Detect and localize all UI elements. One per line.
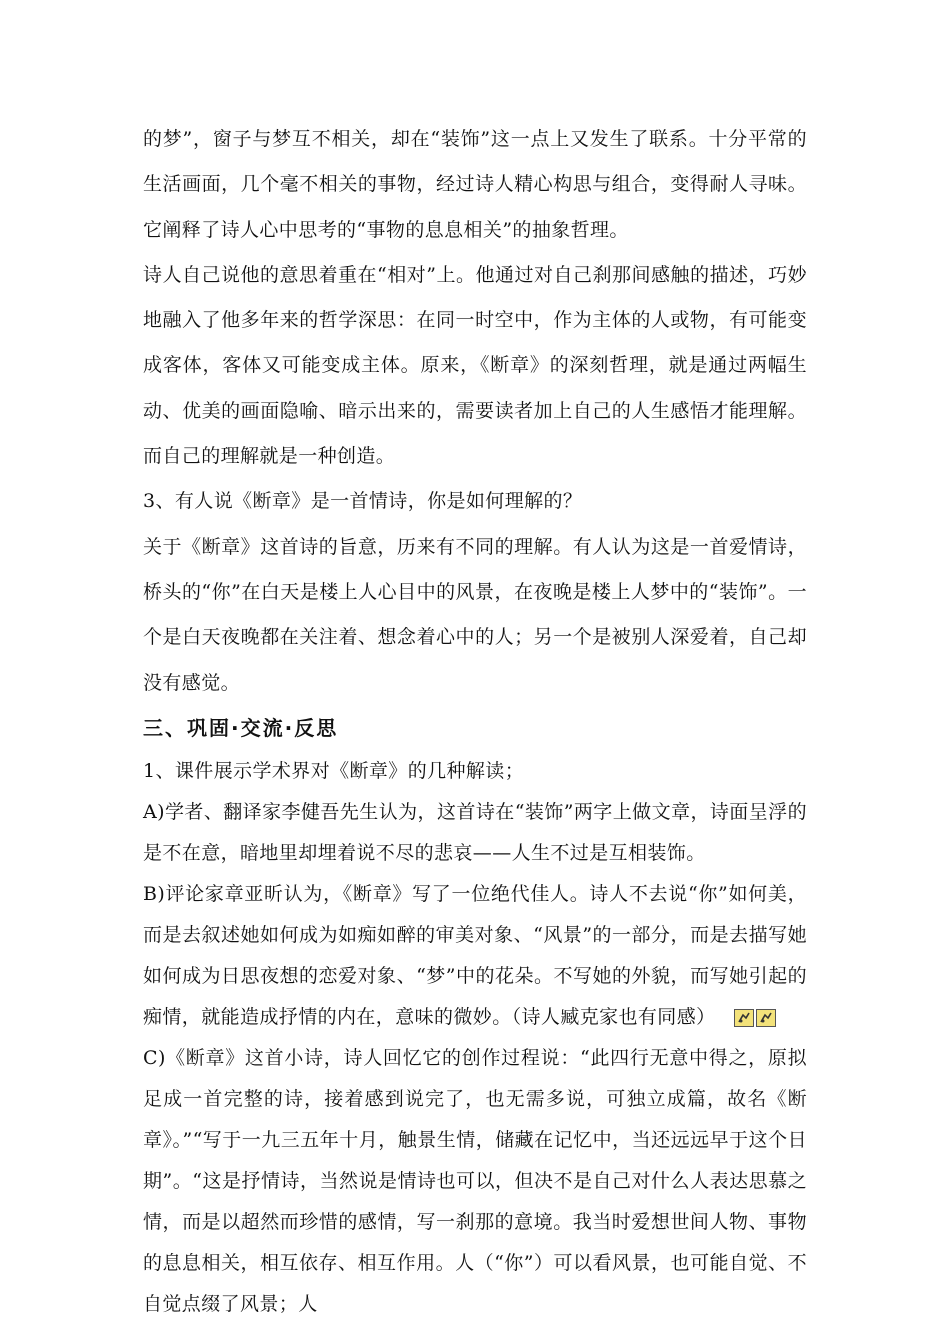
section-heading: 三、巩固·交流·反思 — [143, 715, 339, 740]
section-item-1: 1、课件展示学术界对《断章》的几种解读； — [143, 760, 525, 783]
document-page — [143, 117, 807, 1325]
question-3: 3、有人说《断章》是一首情诗，你是如何理解的？ — [143, 490, 583, 513]
section-item-c: C)《断章》这首小诗，诗人回忆它的创作过程说：“此四行无意中得之，原拟足成一首完整的诗，接着感到说完了，也无需多说，可独立成篇，故名《断章》。”“写于一九三五年十月，触景生情，储藏在记忆中，当还远远早于这个日期”。“这是抒情诗，当然说是情诗也可以，但决不是自己对什么人表达思慕之情，而是以超然而珍惜的感情，写一刹那的意境。我当时爱想世间人物、事物的息息相关，相互依存、相互作用。人（“你”）可以看风景，也可能自觉、不自觉点缀了风景；人 — [143, 1047, 807, 1316]
hyperlink-icon[interactable] — [734, 1009, 754, 1027]
hyperlink-buttons[interactable] — [734, 1009, 776, 1027]
paragraph-2: 诗人自己说他的意思着重在“相对”上。他通过对自己刹那间感触的描述，巧妙地融入了他多年来的哲学深思：在同一时空中，作为主体的人或物，有可能变成客体，客体又可能变成主体。原来，《断章》的深刻哲理，就是通过两幅生动、优美的画面隐喻、暗示出来的，需要读者加上自己的人生感悟才能理解。而自己的理解就是一种创造。 — [143, 263, 807, 468]
section-item-b — [143, 874, 807, 1038]
hyperlink-icon[interactable] — [756, 1009, 776, 1027]
paragraph-1: 的梦”，窗子与梦互不相关，却在“装饰”这一点上又发生了联系。十分平常的生活画面，几个毫不相关的事物，经过诗人精心构思与组合，变得耐人寻味。它阐释了诗人心中思考的“事物的息息相关”的抽象哲理。 — [143, 128, 807, 241]
paragraph-4: 关于《断章》这首诗的旨意，历来有不同的理解。有人认为这是一首爱情诗，桥头的“你”在白天是楼上人心目中的风景，在夜晚是楼上人梦中的“装饰”。一个是白天夜晚都在关注着、想念着心中的人；另一个是被别人深爱着，自己却没有感觉。 — [143, 535, 807, 694]
section-item-b-text: B)评论家章亚昕认为，《断章》写了一位绝代佳人。诗人不去说“你”如何美，而是去叙述她如何成为如痴如醉的审美对象、“风景”的一部分，而是去描写她如何成为日思夜想的恋爱对象、“梦”中的花朵。不写她的外貌，而写她引起的痴情，就能造成抒情的内在，意味的微妙。（诗人臧克家也有同感） — [143, 883, 807, 1029]
section-item-a: A)学者、翻译家李健吾先生认为，这首诗在“装饰”两字上做文章，诗面呈浮的是不在意，暗地里却埋着说不尽的悲哀——人生不过是互相装饰。 — [143, 801, 807, 865]
